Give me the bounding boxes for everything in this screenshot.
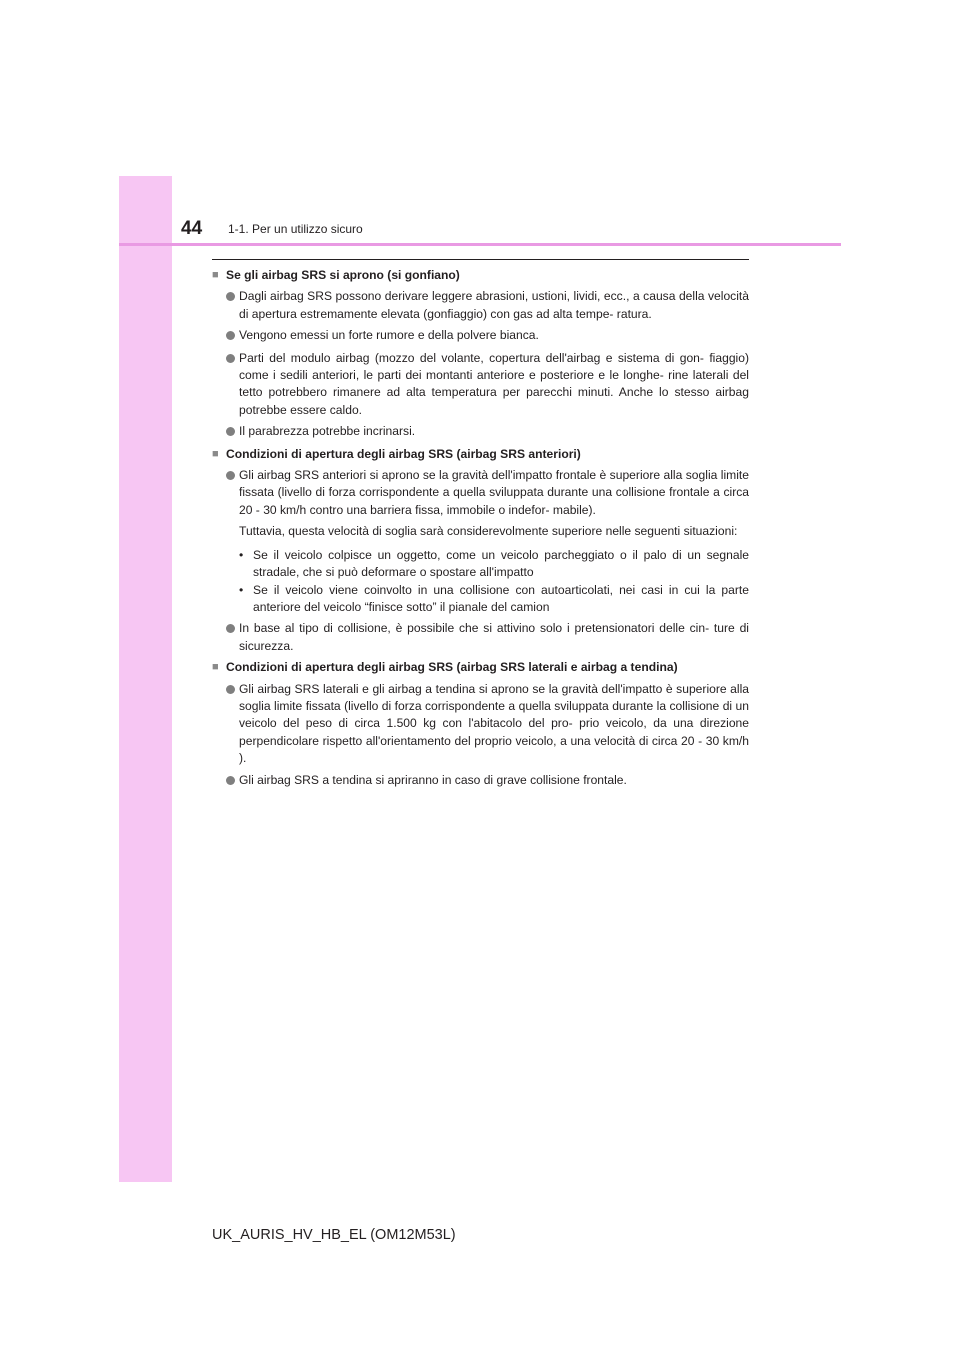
heading-text: Condizioni di apertura degli airbag SRS (airbag SRS laterali e airbag a tendina) [226, 660, 678, 675]
dot-bullet-icon: • [239, 547, 244, 562]
bullet-icon [226, 423, 239, 441]
item-text: Il parabrezza potrebbe incrinarsi. [239, 424, 416, 439]
square-bullet-icon: ■ [212, 447, 219, 460]
side-tab [119, 176, 172, 1182]
dot-bullet-icon: • [239, 582, 244, 597]
list-item [212, 467, 749, 519]
item-text: Gli airbag SRS laterali e gli airbag a tendina si aprono se la gravità dell'impatto è superiore alla soglia limite fissata (livello di forza corrispondente a quella sviluppata durante la collisione di un veicolo del peso di circa 1.500 kg con l'abitacolo del pro- prio veicolo, da una direzione perpendicolare rispetto all'orientamento del proprio veicolo, a una velocità di circa 20 - 30 km/h ). [239, 681, 749, 766]
section-title: 1-1. Per un utilizzo sicuro [228, 222, 363, 236]
bullet-icon [226, 620, 239, 655]
list-item [212, 681, 749, 768]
heading-side-airbag-conditions [212, 659, 749, 676]
bullet-icon [226, 772, 239, 790]
item-text: Gli airbag SRS anteriori si aprono se la gravità dell'impatto frontale è superiore alla soglia limite fissata (livello di forza corrispondente a quella sviluppata durante una collisione frontale a circa 20 - 30 km/h contro una barriera fissa, immobile o indefor- mabile). [239, 468, 749, 517]
list-item [212, 327, 749, 345]
bullet-icon [226, 467, 239, 519]
list-item [212, 772, 749, 790]
list-item [212, 288, 749, 323]
item-text: In base al tipo di collisione, è possibile che si attivino solo i pretensionatori delle cin- ture di sicurezza. [239, 621, 749, 653]
bullet-icon [226, 350, 239, 420]
threshold-note: Tuttavia, questa velocità di soglia sarà considerevolmente superiore nelle seguenti situazioni: [239, 524, 738, 539]
sub-item-text: Se il veicolo colpisce un oggetto, come un veicolo parcheggiato o il palo di un segnale stradale, che si può deformare o spostare all'impatto [253, 547, 749, 580]
heading-front-airbag-conditions [212, 446, 749, 463]
header-rule [119, 243, 841, 246]
sub-item-text: Se il veicolo viene coinvolto in una collisione con autoarticolati, nei casi in cui la parte anteriore del veicolo “finisce sotto” il pianale del camion [253, 582, 749, 614]
heading-airbag-opening [212, 267, 749, 284]
sub-list-item [212, 582, 749, 617]
bullet-icon [226, 288, 239, 323]
footer-code: UK_AURIS_HV_HB_EL (OM12M53L) [212, 1227, 456, 1243]
item-text: Gli airbag SRS a tendina si apriranno in caso di grave collisione frontale. [239, 772, 627, 787]
page-content [212, 267, 749, 794]
list-item [212, 350, 749, 420]
list-item [212, 423, 749, 441]
item-text: Parti del modulo airbag (mozzo del volante, copertura dell'airbag e sistema di gon- fiaggio) come i sedili anteriori, le parti dei montanti anteriore e posteriore e le longhe- rine laterali del tetto potrebbero rimanere ad alta temperatura per parecchi minuti. Anche lo stesso airbag potrebbe essere caldo. [239, 350, 749, 417]
heading-text: Condizioni di apertura degli airbag SRS (airbag SRS anteriori) [226, 446, 581, 461]
item-text: Dagli airbag SRS possono derivare leggere abrasioni, ustioni, lividi, ecc., a causa della velocità di apertura estremamente elevata (gonfiaggio) con gas ad alta tempe- ratura. [239, 289, 749, 321]
item-text: Vengono emessi un forte rumore e della polvere bianca. [239, 328, 539, 343]
content-rule [212, 259, 749, 260]
heading-text: Se gli airbag SRS si aprono (si gonfiano) [226, 268, 460, 282]
square-bullet-icon: ■ [212, 269, 219, 281]
bullet-icon [226, 681, 239, 768]
sub-list-item [212, 547, 749, 582]
square-bullet-icon: ■ [212, 661, 219, 674]
bullet-icon [226, 327, 239, 345]
list-item [212, 620, 749, 655]
page-number: 44 [181, 218, 203, 239]
